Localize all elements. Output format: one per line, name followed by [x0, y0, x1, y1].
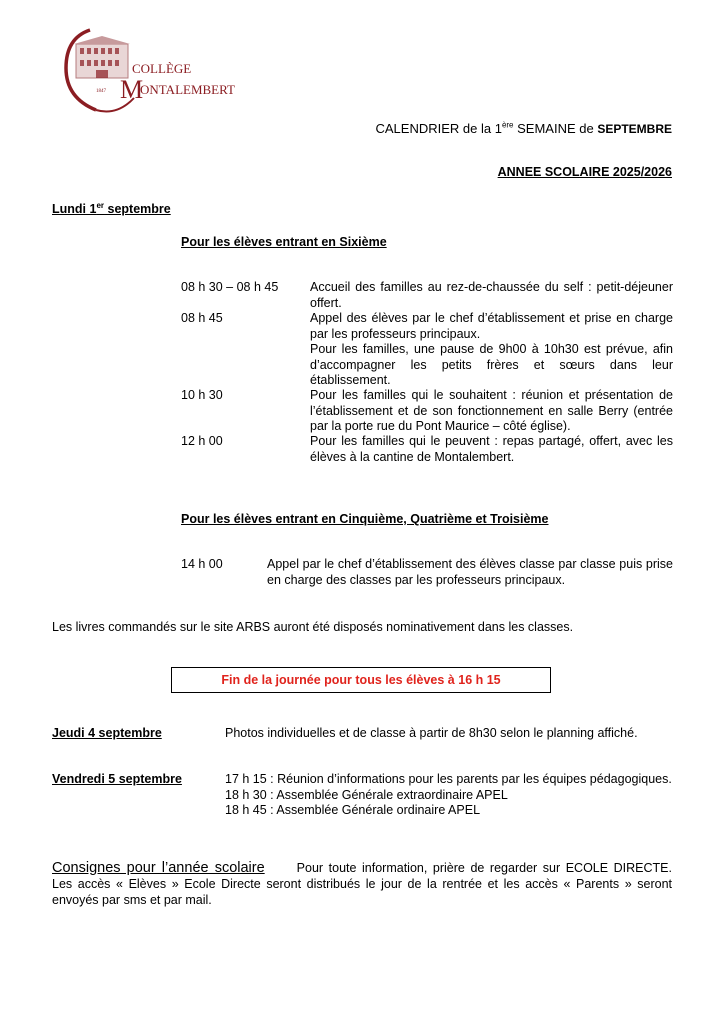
friday-line: 17 h 15 : Réunion d’informations pour les parents par les équipes pédagogiques.	[225, 772, 672, 786]
schedule-time: 14 h 00	[181, 557, 223, 571]
schedule-row	[181, 280, 673, 311]
other-grades-section-title: Pour les élèves entrant en Cinquième, Quatrième et Troisième	[181, 512, 549, 526]
schedule-text: Pour les familles, une pause de 9h00 à 10h30 est prévue, afin d’accompagner les petits frères et sœurs dans leur établissement.	[310, 342, 673, 387]
college-logo	[62, 28, 242, 114]
schedule-text: Pour les familles qui le peuvent : repas partagé, offert, avec les élèves à la cantine de Montalembert.	[310, 434, 673, 464]
schedule-text: Appel des élèves par le chef d’établissement et prise en charge par les professeurs principaux.	[310, 311, 673, 341]
school-year-title: ANNEE SCOLAIRE 2025/2026	[497, 165, 672, 179]
end-of-day-notice	[171, 667, 551, 693]
end-of-day-text: Fin de la journée pour tous les élèves à 16 h 15	[221, 673, 501, 687]
thursday-label: Jeudi 4 septembre	[52, 726, 162, 740]
consignes-text: Pour toute information, prière de regarder sur ECOLE DIRECTE. Les accès « Elèves » Ecole Directe seront distribués le jour de la rentrée et les accès « Parents » seront envoyés par sms et par mail.	[52, 861, 672, 907]
monday-label: Lundi 1er septembre	[52, 200, 171, 216]
schedule-row	[181, 342, 673, 389]
schedule-text: Accueil des familles au rez-de-chaussée du self : petit-déjeuner offert.	[310, 280, 673, 310]
friday-line: 18 h 30 : Assemblée Générale extraordinaire APEL	[225, 787, 508, 802]
friday-label: Vendredi 5 septembre	[52, 772, 182, 786]
schedule-text: Pour les familles qui le souhaitent : réunion et présentation de l’établissement et de son fonctionnement en salle Berry (entrée par la porte rue du Pont Maurice – côté église).	[310, 388, 673, 433]
svg-text:ONTALEMBERT: ONTALEMBERT	[140, 82, 235, 97]
friday-line: 18 h 45 : Assemblée Générale ordinaire APEL	[225, 803, 481, 817]
schedule-row	[181, 557, 673, 588]
schedule-row	[181, 311, 673, 342]
schedule-row	[181, 434, 673, 465]
books-note: Les livres commandés sur le site ARBS auront été disposés nominativement dans les classes.	[52, 620, 574, 634]
svg-text:COLLÈGE: COLLÈGE	[132, 61, 192, 76]
document-title: CALENDRIER de la 1ère SEMAINE de SEPTEMBRE	[375, 120, 672, 136]
thursday-text: Photos individuelles et de classe à partir de 8h30 selon le planning affiché.	[225, 726, 638, 740]
schedule-time: 10 h 30	[181, 388, 223, 402]
consignes-heading: Consignes pour l’année scolaire	[52, 860, 265, 876]
schedule-time: 12 h 00	[181, 434, 223, 448]
schedule-time: 08 h 45	[181, 311, 223, 325]
friday-details	[225, 772, 673, 819]
schedule-time: 08 h 30 – 08 h 45	[181, 280, 279, 294]
consignes-paragraph	[52, 861, 672, 908]
schedule-time	[181, 342, 310, 389]
schedule-row	[181, 388, 673, 435]
schedule-text: Appel par le chef d’établissement des élèves classe par classe puis prise en charge des classes par les professeurs principaux.	[267, 557, 673, 587]
svg-text:M: M	[120, 75, 144, 104]
svg-text:1847: 1847	[96, 89, 106, 94]
sixieme-section-title: Pour les élèves entrant en Sixième	[181, 235, 387, 249]
